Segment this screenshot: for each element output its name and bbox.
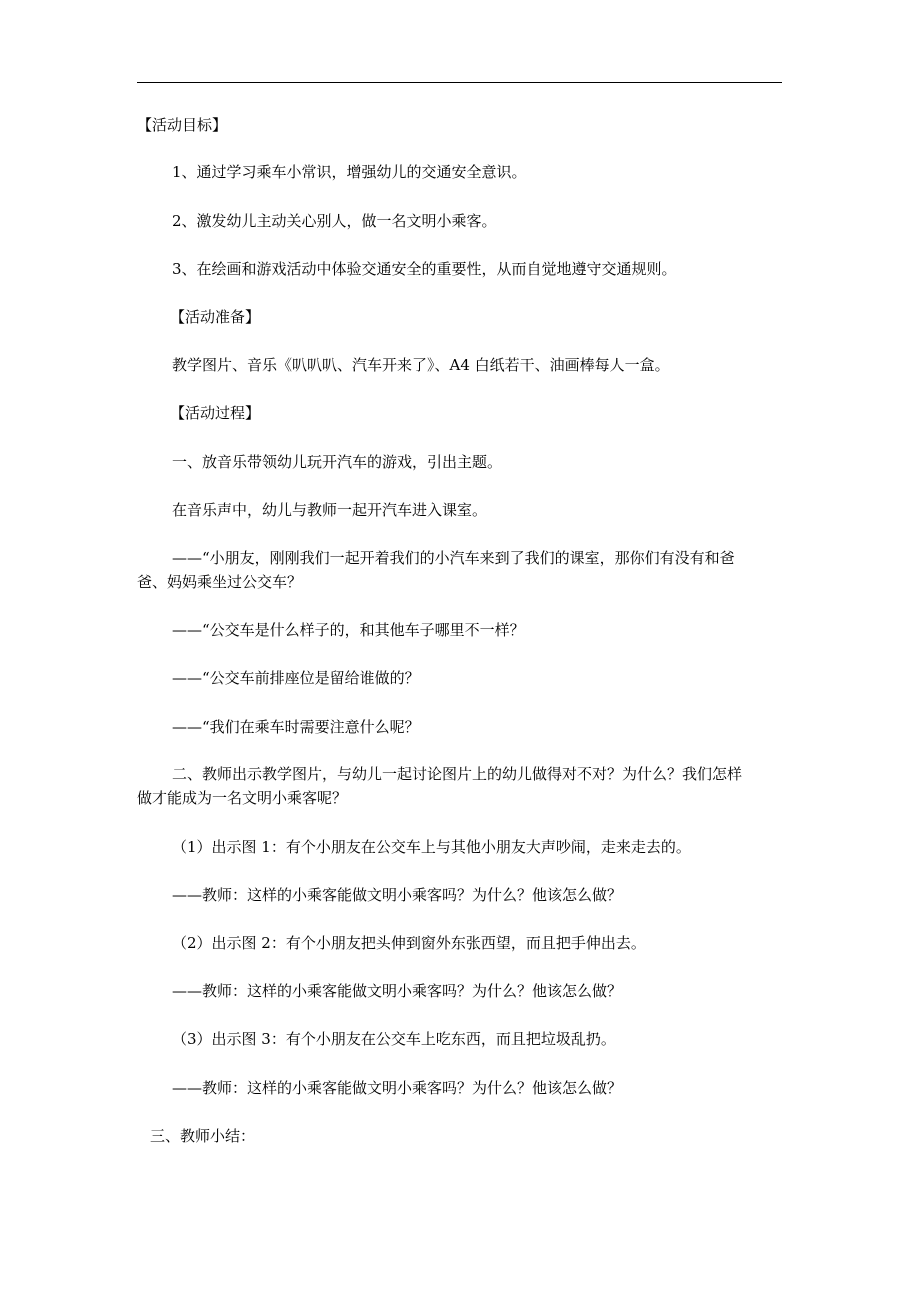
teacher-question-1: ——教师：这样的小乘客能做文明小乘客吗？为什么？他该怎么做？	[172, 886, 623, 904]
question-2: ——“公交车是什么样子的，和其他车子哪里不一样？	[172, 621, 525, 639]
heading-goals: 【活动目标】	[137, 116, 228, 134]
step-1: 一、放音乐带领幼儿玩开汽车的游戏，引出主题。	[172, 453, 503, 471]
goal-2: 2、激发幼儿主动关心别人，做一名文明小乘客。	[172, 212, 497, 230]
step-3: 三、教师小结：	[150, 1127, 256, 1145]
step-2-line1: 二、教师出示教学图片，与幼儿一起讨论图片上的幼儿做得对不对？为什么？我们怎样	[172, 765, 743, 783]
question-1-line2: 爸、妈妈乘坐过公交车？	[137, 573, 303, 591]
question-1-line1: ——“小朋友，刚刚我们一起开着我们的小汽车来到了我们的课室，那你们有没有和爸	[172, 549, 735, 567]
teacher-question-2: ——教师：这样的小乘客能做文明小乘客吗？为什么？他该怎么做？	[172, 982, 623, 1000]
heading-process: 【活动过程】	[170, 404, 261, 422]
step-1-text: 在音乐声中，幼儿与教师一起开汽车进入课室。	[172, 501, 488, 519]
goal-1: 1、通过学习乘车小常识，增强幼儿的交通安全意识。	[172, 163, 527, 181]
prep-text: 教学图片、音乐《叭叭叭、汽车开来了》、A4 白纸若干、油画棒每人一盒。	[172, 356, 670, 374]
question-4: ——“我们在乘车时需要注意什么呢？	[172, 718, 420, 736]
picture-2: （2）出示图 2：有个小朋友把头伸到窗外东张西望，而且把手伸出去。	[172, 934, 646, 952]
picture-1: （1）出示图 1：有个小朋友在公交车上与其他小朋友大声吵闹，走来走去的。	[172, 838, 691, 856]
teacher-question-3: ——教师：这样的小乘客能做文明小乘客吗？为什么？他该怎么做？	[172, 1079, 623, 1097]
goal-3: 3、在绘画和游戏活动中体验交通安全的重要性，从而自觉地遵守交通规则。	[172, 260, 677, 278]
header-rule	[137, 82, 782, 83]
picture-3: （3）出示图 3：有个小朋友在公交车上吃东西，而且把垃圾乱扔。	[172, 1030, 616, 1048]
question-3: ——“公交车前排座位是留给谁做的？	[172, 669, 420, 687]
step-2-line2: 做才能成为一名文明小乘客呢？	[137, 789, 348, 807]
heading-prep: 【活动准备】	[170, 308, 261, 326]
